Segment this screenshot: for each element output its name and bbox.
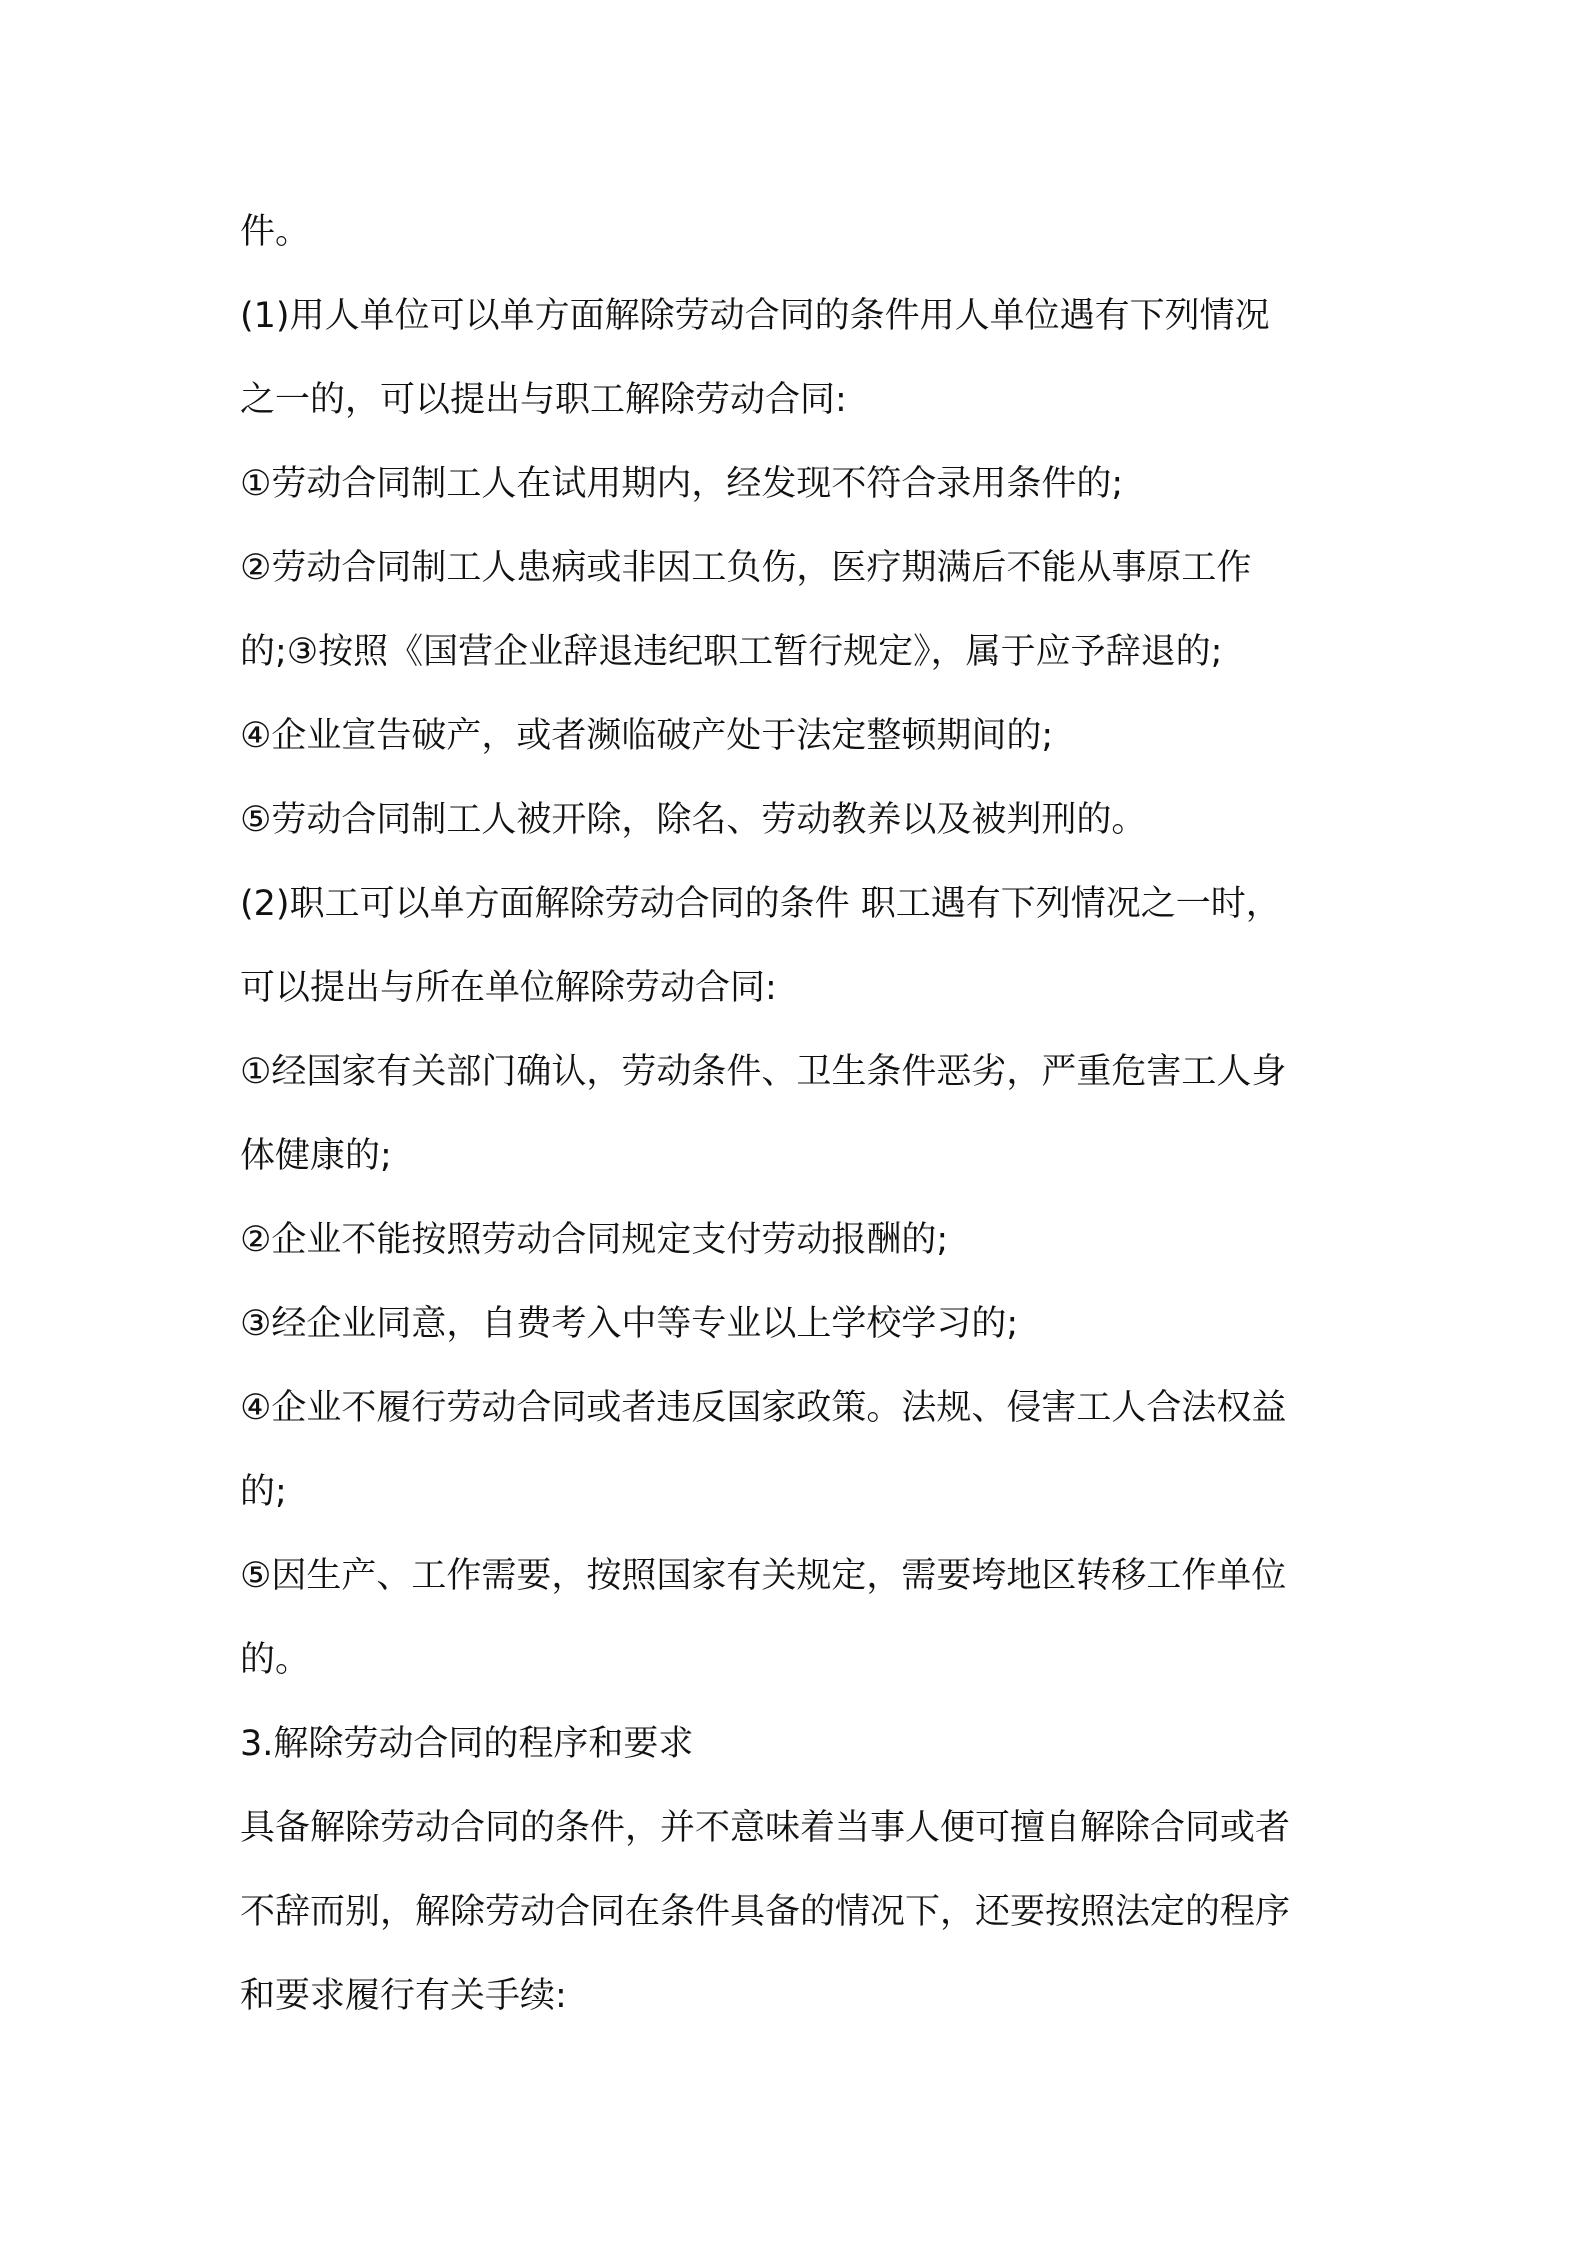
text-line: 可以提出与所在单位解除劳动合同: [240,968,777,1008]
text-line: ④企业宣告破产，或者濒临破产处于法定整顿期间的; [240,716,1054,756]
text-line: ①经国家有关部门确认，劳动条件、卫生条件恶劣，严重危害工人身 [240,1052,1287,1092]
text-line: ①劳动合同制工人在试用期内，经发现不符合录用条件的; [240,464,1124,504]
text-line: 之一的，可以提出与职工解除劳动合同: [240,380,847,420]
text-line: (1)用人单位可以单方面解除劳动合同的条件用人单位遇有下列情况 [240,296,1270,336]
text-line: (2)职工可以单方面解除劳动合同的条件 职工遇有下列情况之一时， [240,884,1281,924]
text-line: ②企业不能按照劳动合同规定支付劳动报酬的; [240,1220,949,1260]
text-line: ④企业不履行劳动合同或者违反国家政策。法规、侵害工人合法权益 [240,1388,1287,1428]
text-line: 和要求履行有关手续: [240,1976,567,2016]
text-line: 体健康的; [240,1136,392,1176]
text-line: ③经企业同意，自费考入中等专业以上学校学习的; [240,1304,1019,1344]
text-line: 不辞而别，解除劳动合同在条件具备的情况下，还要按照法定的程序 [240,1892,1291,1932]
text-line: ⑤劳动合同制工人被开除，除名、劳动教养以及被判刑的。 [240,800,1147,840]
text-line: 的。 [240,1640,311,1680]
section-heading: 3.解除劳动合同的程序和要求 [240,1724,694,1764]
text-line: 的;③按照《国营企业辞退违纪职工暂行规定》，属于应予辞退的; [240,632,1223,672]
document-body [240,190,1360,2038]
text-line: 具备解除劳动合同的条件，并不意味着当事人便可擅自解除合同或者 [240,1808,1291,1848]
text-line: 件。 [240,212,311,252]
text-line: 的; [240,1472,287,1512]
text-line: ②劳动合同制工人患病或非因工负伤，医疗期满后不能从事原工作 [240,548,1252,588]
text-line: ⑤因生产、工作需要，按照国家有关规定，需要垮地区转移工作单位 [240,1556,1287,1596]
